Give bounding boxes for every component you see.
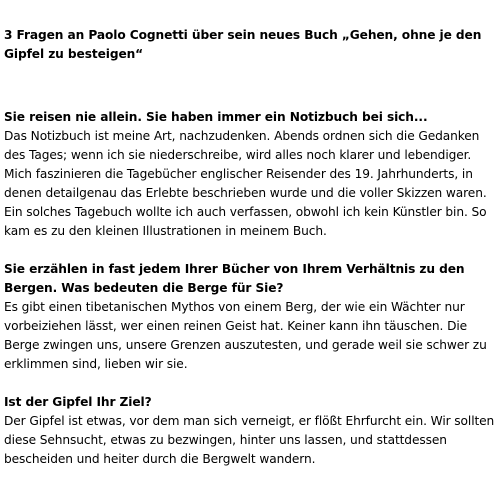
question-1: Sie reisen nie allein. Sie haben immer ein Notizbuch bei sich... [4,110,428,124]
answer-2: Es gibt einen tibetanischen Mythos von einem Berg, der wie ein Wächter nur vorbeiziehen lässt, wer einen reinen Geist hat. Keiner kann ihn täuschen. Die Berge zwingen uns, unsere Grenzen auszutesten, und gerade weil sie schwer zu erklimmen sind, lieben wir sie. [4,300,487,371]
article-title: 3 Fragen an Paolo Cognetti über sein neues Buch „Gehen, ohne je den Gipfel zu besteigen“ [4,28,482,61]
question-3: Ist der Gipfel Ihr Ziel? [4,395,152,409]
article [4,26,498,488]
question-2: Sie erzählen in fast jedem Ihrer Bücher von Ihrem Verhältnis zu den Bergen. Was bedeuten die Berge für Sie? [4,262,465,295]
answer-3: Der Gipfel ist etwas, vor dem man sich verneigt, er flößt Ehrfurcht ein. Wir sollten diese Sehnsucht, etwas zu bezwingen, hinter uns lassen, und stattdessen bescheiden und heiter durch die Bergwelt wandern. [4,414,495,466]
qa-block-2 [4,260,498,374]
qa-block-3 [4,393,498,469]
answer-1: Das Notizbuch ist meine Art, nachzudenken. Abends ordnen sich die Gedanken des Tages; wenn ich sie niederschreibe, wird alles noch klarer und lebendiger. Mich faszinieren die Tagebücher englischer Reisender des 19. Jahrhunderts, in denen detailgenau das Erlebte beschrieben wurde und die voller Skizzen waren. Ein solches Tagebuch wollte ich auch verfassen, obwohl ich kein Künstler bin. So kam es zu den kleinen Illustrationen in meinem Buch. [4,129,487,238]
qa-block-1 [4,108,498,241]
